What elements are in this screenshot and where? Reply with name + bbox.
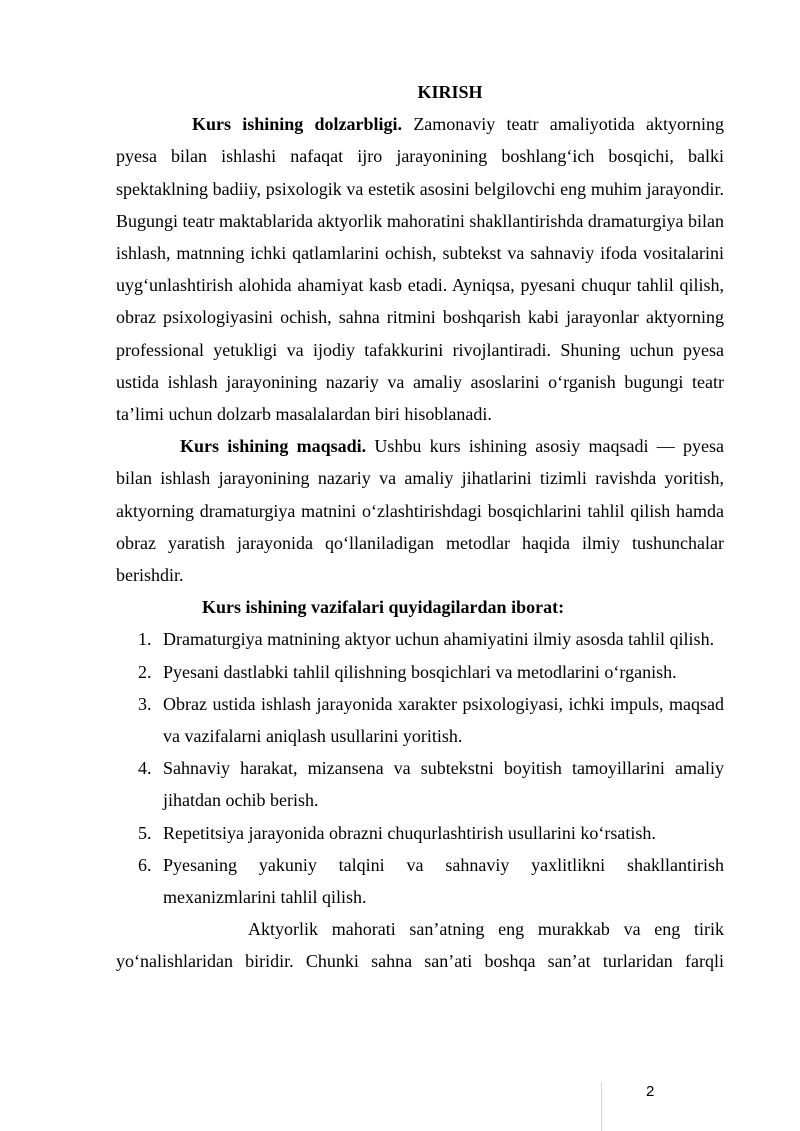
acting-paragraph: Aktyorlik mahorati san’atning eng murakkab va eng tirik yo‘nalishlaridan biridir. Chunki sahna san’ati boshqa san’at turlaridan farqli [116, 919, 724, 972]
list-item-number: 1. [138, 629, 152, 650]
list-item-text: Dramaturgiya matnining aktyor uchun ahamiyatini ilmiy asosda tahlil qilish. [163, 629, 715, 650]
list-item-number: 4. [138, 758, 152, 779]
relevance-lead: Kurs ishining dolzarbligi. [192, 114, 403, 135]
list-item-number: 2. [138, 661, 152, 682]
list-item-text: Obraz ustida ishlash jarayonida xarakter psixologiyasi, ichki impuls, maqsad va vazifalarni aniqlash usullarini yoritish. [163, 693, 724, 747]
list-item-text: Repetitsiya jarayonida obrazni chuqurlashtirish usullarini ko‘rsatish. [163, 822, 656, 843]
list-item [116, 656, 724, 688]
margin-divider [601, 1082, 602, 1131]
goal-lead: Kurs ishining maqsadi. [180, 436, 367, 457]
list-item [116, 623, 724, 655]
list-item [116, 688, 724, 752]
relevance-text: Zamonaviy teatr amaliyotida aktyorning pyesa bilan ishlashi nafaqat ijro jarayonining boshlang‘ich bosqichi, balki spektaklning badiiy, psixologik va estetik asosini belgilovchi eng muhim jarayondir. Bugungi teatr maktablarida aktyorlik mahoratini shakllantirishda dramaturgiya bilan ishlash, matnning ichki qatlamlarini ochish, subtekst va sahnaviy ifoda vositalarini uyg‘unlashtirish alohida ahamiyat kasb etadi. Ayniqsa, pyesani chuqur tahlil qilish, obraz psixologiyasini ochish, sahna ritmini boshqarish kabi jarayonlar aktyorning professional yetukligi va ijodiy tafakkurini rivojlantiradi. Shuning uchun pyesa ustida ishlash jarayonining nazariy va amaliy asoslarini o‘rganish bugungi teatr ta’limi uchun dolzarb masalalardan biri hisoblanadi. [116, 114, 725, 425]
list-item-text: Sahnaviy harakat, mizansena va subtekstni boyitish tamoyillarini amaliy jihatdan ochib berish. [163, 758, 724, 811]
relevance-paragraph [116, 108, 724, 430]
list-item-text: Pyesani dastlabki tahlil qilishning bosqichlari va metodlarini o‘rganish. [163, 661, 677, 682]
goal-text: Ushbu kurs ishining asosiy maqsadi — pyesa bilan ishlash jarayonining nazariy va amaliy jihatlarini tizimli ravishda yoritish, aktyorning dramaturgiya matnini o‘zlashtirishdagi bosqichlarini tahlil qilish hamda obraz yaratish jarayonida qo‘llaniladigan metodlar haqida ilmiy tushunchalar berishdir. [116, 436, 724, 586]
list-item-number: 3. [138, 693, 152, 714]
list-item [116, 752, 724, 816]
page-content [116, 76, 724, 978]
page-number: 2 [646, 1083, 655, 1100]
list-item-text: Pyesaning yakuniy talqini va sahnaviy yaxlitlikni shakllantirish mexanizmlarini tahlil qilish. [163, 854, 724, 908]
list-item [116, 817, 724, 849]
page-title: KIRISH [417, 82, 483, 102]
list-item-number: 6. [138, 854, 152, 875]
list-item-number: 5. [138, 822, 152, 843]
goal-paragraph [116, 430, 724, 591]
tasks-list [116, 623, 724, 913]
tasks-heading: Kurs ishining vazifalari quyidagilardan iborat: [202, 597, 565, 618]
list-item [116, 849, 724, 913]
